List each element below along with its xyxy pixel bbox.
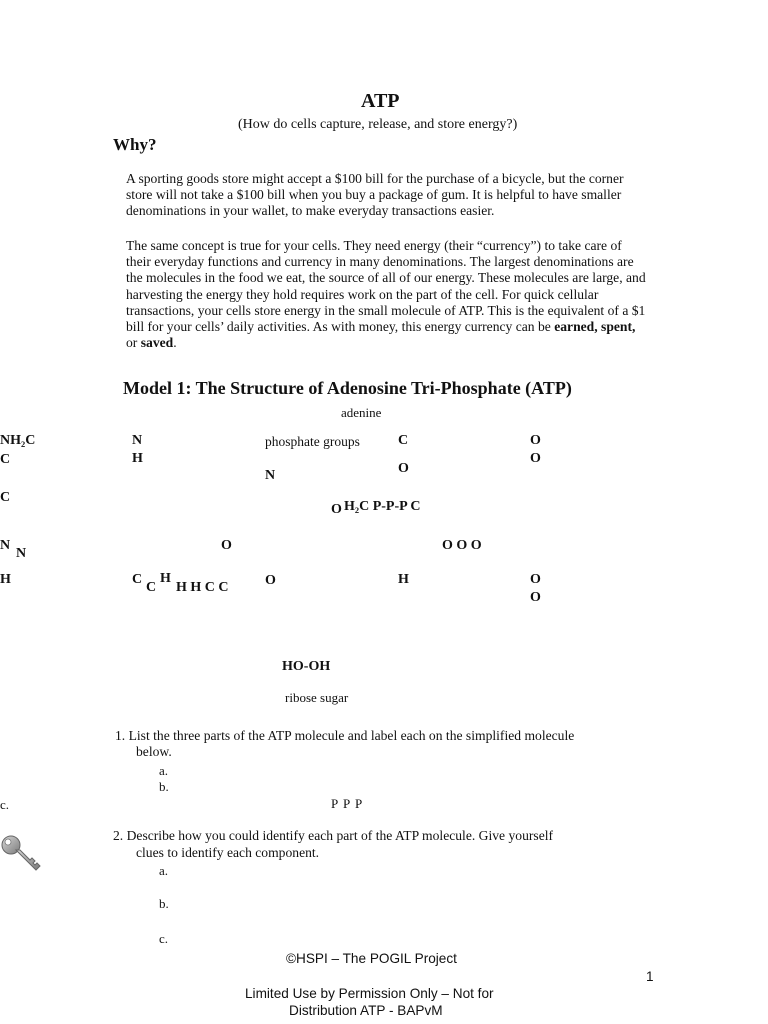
- why-heading: Why?: [113, 135, 157, 154]
- question-2-item-c: c.: [159, 931, 169, 946]
- atom-nh2c: NH₂C: [0, 433, 36, 448]
- atom-h-ring: H: [160, 571, 171, 586]
- page-title: ATP: [361, 90, 400, 112]
- atom-c-ring-2: C: [146, 580, 157, 595]
- atom-o-chain: O: [331, 502, 342, 517]
- atom-o-ring: O: [221, 538, 232, 553]
- simplified-molecule-ppp: P P P: [331, 796, 364, 811]
- question-2-item-b: b.: [159, 896, 169, 911]
- atom-o-right-2: O: [530, 451, 541, 466]
- atom-c-2: C: [0, 490, 11, 505]
- intro-emphasis-earned-spent: earned, spent,: [554, 319, 636, 335]
- atom-h-top: H: [132, 451, 143, 466]
- question-2: 2. Describe how you could identify each part of the ATP molecule. Give yourself: [113, 828, 554, 843]
- phosphate-groups-label: phosphate groups: [265, 434, 360, 449]
- atom-n-left-2: N: [16, 546, 27, 561]
- intro-paragraph-1: A sporting goods store might accept a $100 bill for the purchase of a bicycle, but the corner store will not take a $100 bill when you buy a package of gum. It is helpful to have smaller denominations in your wallet, to make everyday transactions easier.: [126, 171, 624, 219]
- atom-n-left: N: [0, 538, 11, 553]
- adenine-label: adenine: [341, 405, 382, 420]
- intro-period: .: [173, 335, 177, 351]
- question-1-item-a: a.: [159, 763, 169, 778]
- question-1-item-c: c.: [0, 797, 10, 812]
- intro-paragraph-2-text: The same concept is true for your cells. They need energy (their “currency”) to take care of their everyday functions and currency in many denominations. The largest denominations are the molecules in the food we eat, the source of all of our energy. These molecules are large, and harvesting the energy they hold requires work on the part of the cell. For quick cellular transactions, your cells store energy in the small molecule of ATP. This is the equivalent of a $1 bill for your cells’ daily activities. As with money, this energy currency can be: [126, 238, 646, 335]
- phosphate-chain: H₂C P-P-P C: [344, 499, 421, 514]
- question-1: 1. List the three parts of the ATP molecule and label each on the simplified molecule: [115, 728, 575, 743]
- footer-license-line-2: Distribution ATP - BAPvM: [289, 1003, 443, 1018]
- intro-paragraph-2: [126, 238, 650, 351]
- atom-o-triple: O O O: [442, 538, 482, 553]
- intro-emphasis-saved: saved: [140, 335, 174, 351]
- atom-o-phosphate: O: [398, 461, 409, 476]
- atom-ho-oh: HO-OH: [282, 659, 331, 674]
- ribose-sugar-label: ribose sugar: [285, 690, 349, 705]
- atom-o-bottom: O: [265, 573, 276, 588]
- question-1-continued: below.: [136, 744, 172, 759]
- atom-o-right-4: O: [530, 590, 541, 605]
- atom-hhcc: H H C C: [176, 580, 229, 595]
- atom-h-bottom: H: [398, 572, 409, 587]
- footer-copyright: ©HSPI – The POGIL Project: [286, 951, 457, 966]
- footer-license-line-1: Limited Use by Permission Only – Not for: [245, 986, 494, 1001]
- atom-c-phosphate: C: [398, 433, 409, 448]
- page-number: 1: [646, 969, 654, 984]
- atom-o-right-1: O: [530, 433, 541, 448]
- atom-h-left: H: [0, 572, 11, 587]
- intro-or: or: [126, 335, 141, 351]
- model-title: Model 1: The Structure of Adenosine Tri-Phosphate (ATP): [123, 378, 572, 398]
- atom-c-1: C: [0, 452, 11, 467]
- atom-c-ring-1: C: [132, 572, 143, 587]
- question-1-item-b: b.: [159, 779, 169, 794]
- atom-n-top: N: [132, 433, 143, 448]
- key-icon: [0, 834, 42, 876]
- atom-n-mid: N: [265, 468, 276, 483]
- page-subtitle: (How do cells capture, release, and store energy?): [238, 117, 518, 132]
- atom-o-right-3: O: [530, 572, 541, 587]
- question-2-continued: clues to identify each component.: [136, 845, 320, 860]
- question-2-item-a: a.: [159, 863, 169, 878]
